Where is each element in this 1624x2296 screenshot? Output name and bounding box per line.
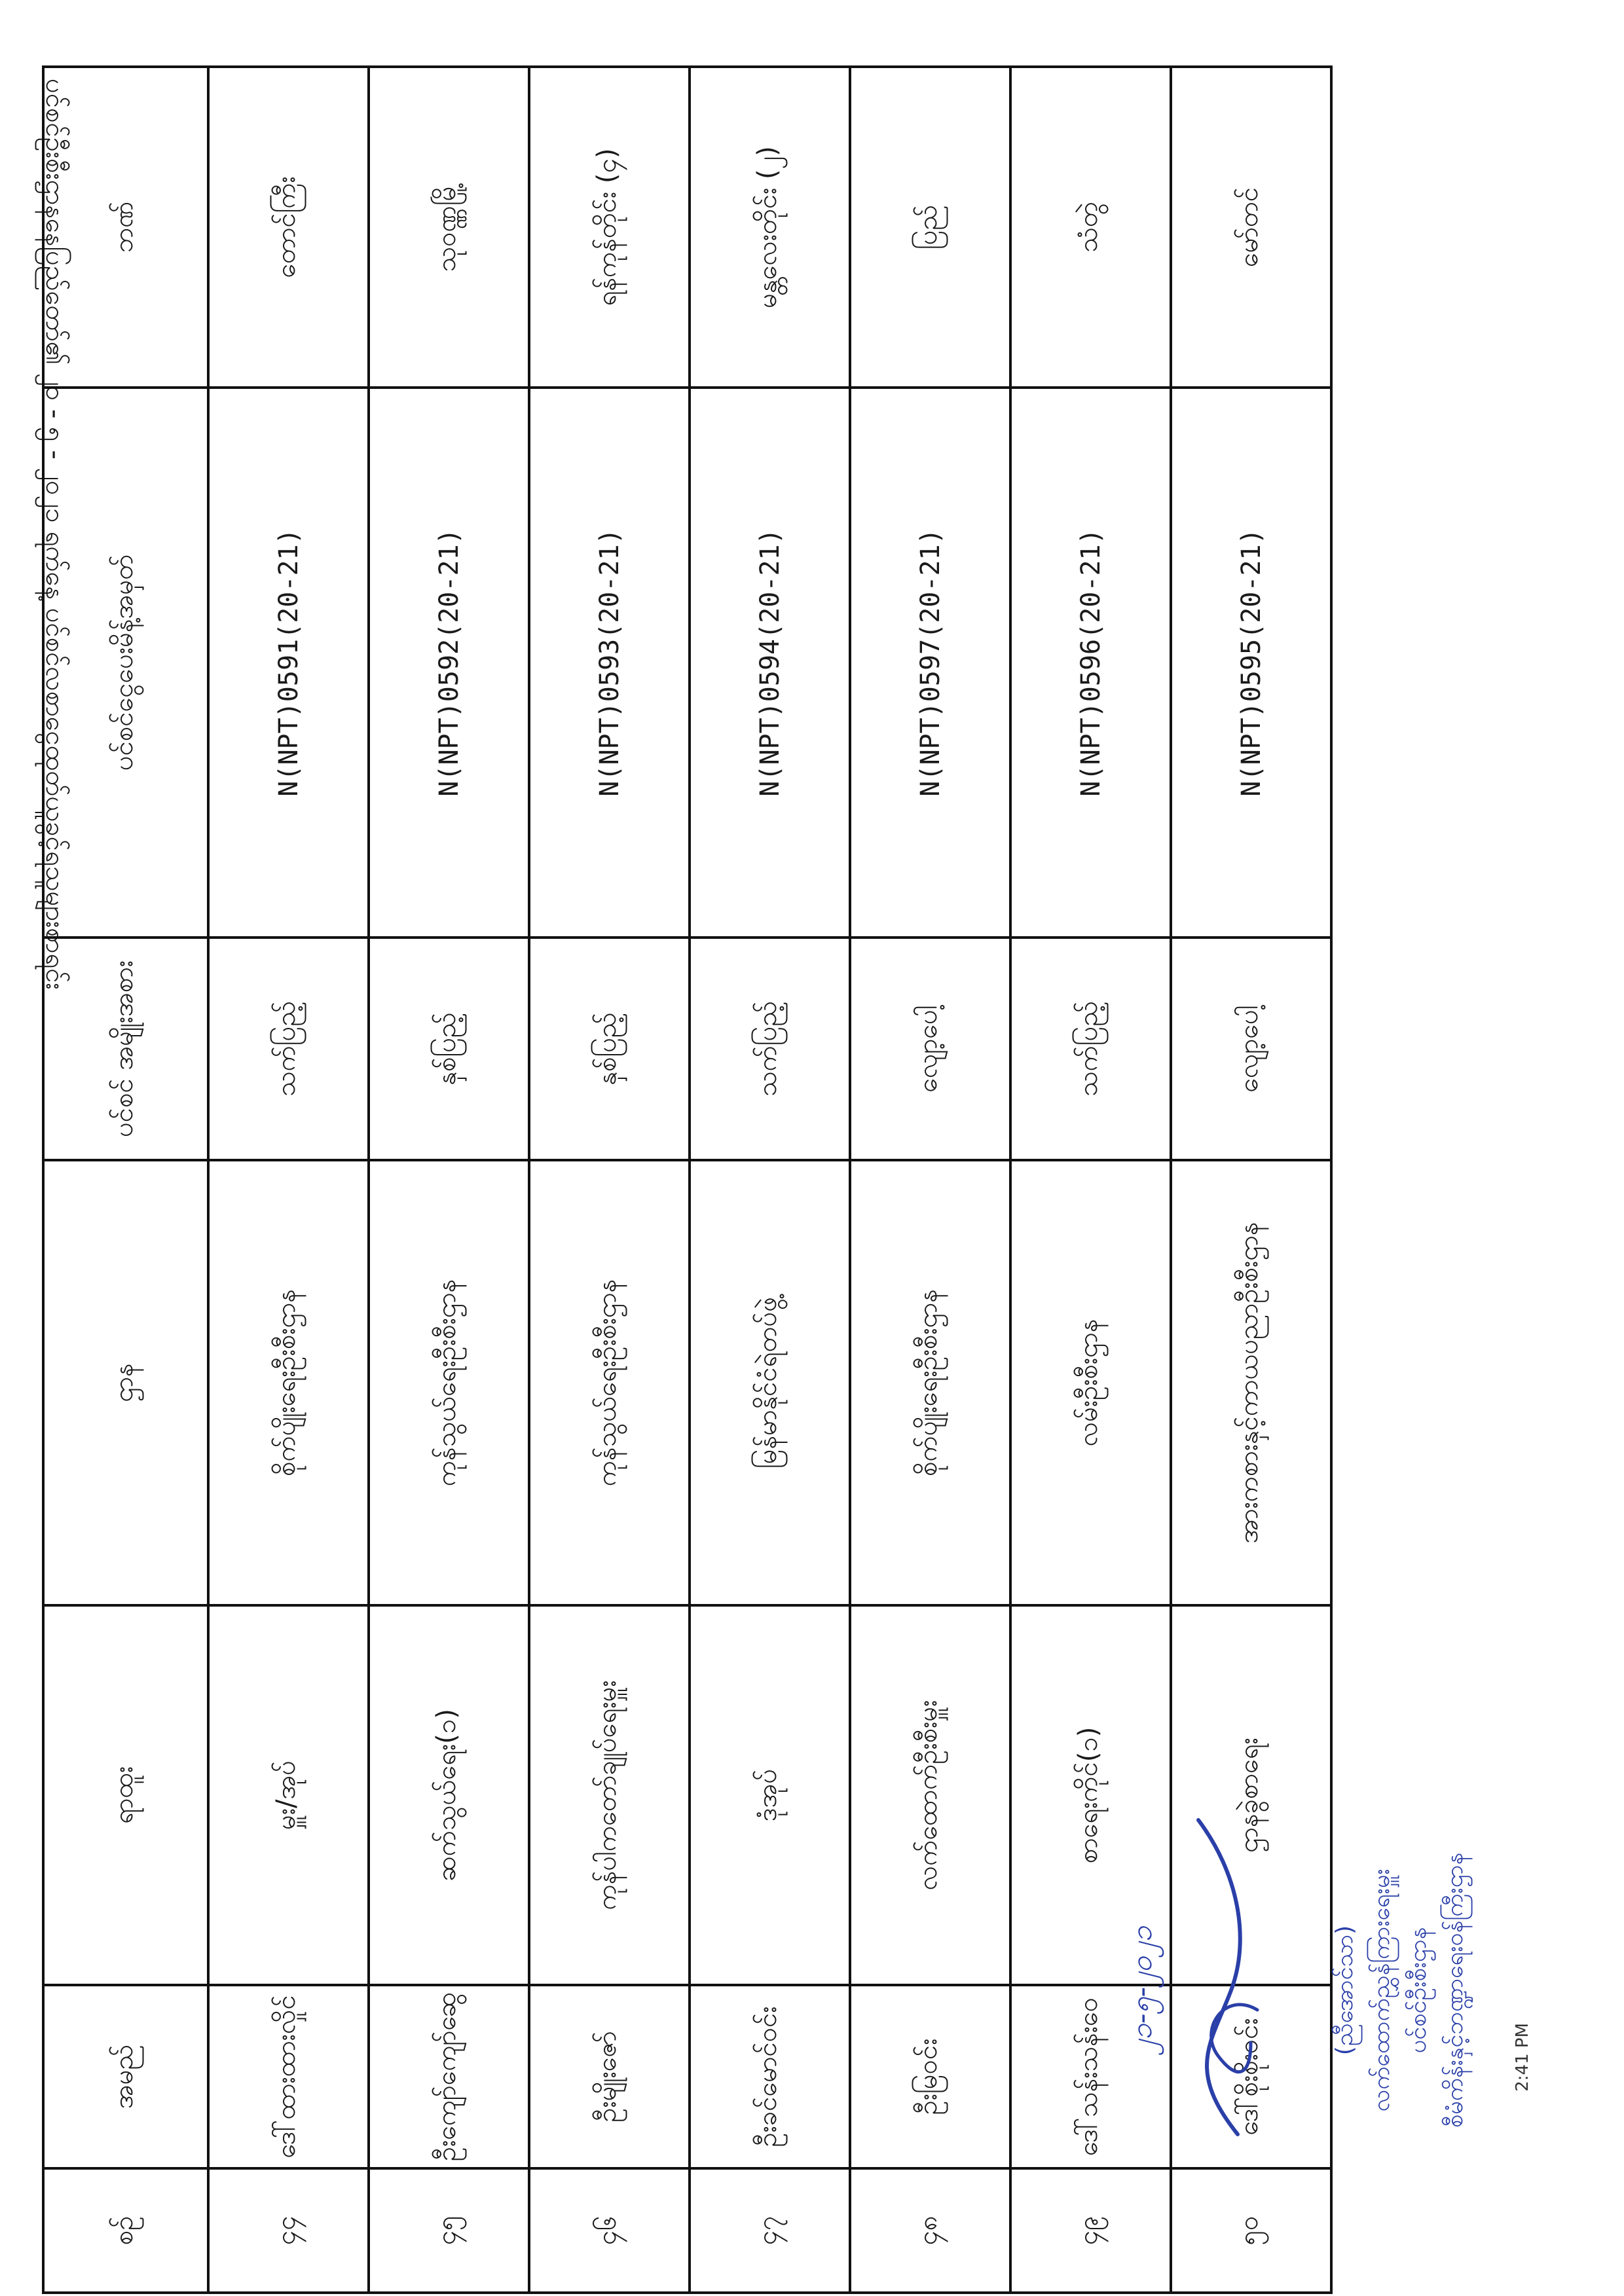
cell-order-no: N(NPT)0592(20-21) [369, 388, 529, 938]
cell-position: ဌာနခွဲစာရေး [1171, 1605, 1331, 1985]
cell-position: ကုန်ပါကတော်ချုပ်ရေးမှူး [529, 1605, 690, 1985]
header-no: စဉ် [43, 2168, 208, 2293]
cell-position: စာရေးကိုင်(၁) [1010, 1605, 1171, 1985]
table-header-row [43, 67, 208, 2293]
cell-pension-type: လျော့ပေါ့ [850, 938, 1010, 1160]
table-row [208, 67, 369, 2293]
cell-position: ဒုံအုပ် [690, 1605, 850, 1985]
cell-name: ဦးခင်မောင်ဝင်း [690, 1985, 850, 2168]
cell-department: စိုက်ပျိုးရေးဦးစီးဌာန [208, 1160, 369, 1605]
cell-pension-type: နှစ်ပြည့် [369, 938, 529, 1160]
cell-no: ၄၈ [850, 2168, 1010, 2293]
signature-text [1327, 1794, 1473, 2187]
cell-pension-type: သက်ပြည့် [1010, 938, 1171, 1160]
cell-name: ဒေါ်စိုးစိုးဝင်း [1171, 1985, 1331, 2168]
cell-department: အားကစားနှင့်ကာယပညာဦးစီးဌာန [1171, 1160, 1331, 1605]
cell-order-no: N(NPT)0596(20-21) [1010, 388, 1171, 938]
cell-name: ဦးမြဝင်း [850, 1985, 1010, 2168]
header-name: အမည် [43, 1985, 208, 2168]
cell-pension-type: သက်ပြည့် [208, 938, 369, 1160]
header-pension-order-no: ပင်စင်ငွေပေးမိန့်အမှတ် [43, 388, 208, 938]
cell-name: ဦးကျော်ကျော်ဆွေ [369, 1985, 529, 2168]
cell-bank: မန္တလေးတိုင်း (၂) [690, 67, 850, 388]
cell-order-no: N(NPT)0597(20-21) [850, 388, 1010, 938]
cell-no: ၅၀ [1171, 2168, 1331, 2293]
document-title: ပင်စင်ဦးစီးဌာနနေပြည်တော်၏ ၂၁ - ၅ - ၂၀၂၁ ရက်နေ့ ပင်စင်လစာငွေထုတ်ယူခွင့်ရသူများစာရင်း [40, 79, 70, 990]
header-bank: ဘဏ် [43, 67, 208, 388]
cell-name: ဒေါ်သန်းသန်းဝေ [1010, 1985, 1171, 2168]
signature-ministry: စီမံကိန်းနှင့်ဘဏ္ဍာရေးဝန်ကြီးဌာန [1441, 1852, 1468, 2128]
cell-department: ကုန်သွယ်ရေးဦးစီးဌာန [529, 1160, 690, 1605]
table-row [529, 67, 690, 2293]
cell-bank: တောင်ကြီး [208, 67, 369, 388]
cell-bank: ရန်ကုန်တိုင်း (၄) [529, 67, 690, 388]
cell-order-no: N(NPT)0593(20-21) [529, 388, 690, 938]
cell-name: ဒေါ်ထားထားလှိုင် [208, 1985, 369, 2168]
scan-time: 2:41 PM [1513, 2023, 1532, 2092]
cell-pension-type: သက်ပြည့် [690, 938, 850, 1160]
signature-name: (ညီအောင်သာ) [1331, 1925, 1358, 2056]
table-row [369, 67, 529, 2293]
header-position: ရာထူး [43, 1605, 208, 1985]
cell-bank: ပြည် [850, 67, 1010, 388]
signature-dept: ပင်စင်ဦးစီးဌာန [1405, 1927, 1431, 2054]
signature-block [1120, 1794, 1473, 2187]
cell-order-no: N(NPT)0591(20-21) [208, 388, 369, 938]
table-row [690, 67, 850, 2293]
signature-title: လက်ထောက်ညွှန်ကြားရေးမှူး [1368, 1868, 1395, 2112]
cell-no: ၄၉ [1010, 2168, 1171, 2293]
header-department: ဌာန [43, 1160, 208, 1605]
cell-position: မှူး/အုပ် [208, 1605, 369, 1985]
cell-no: ၄၄ [208, 2168, 369, 2293]
cell-order-no: N(NPT)0595(20-21) [1171, 388, 1331, 938]
cell-department: မြန်မာနိုင်ငံရဲတပ်ဖွဲ့ [690, 1160, 850, 1605]
header-pension-type: ပင်စင် အမျိုးအစား [43, 938, 208, 1160]
cell-order-no: N(NPT)0594(20-21) [690, 388, 850, 938]
cell-position: လက်ထောက်ဦးစီးမှူး [850, 1605, 1010, 1985]
cell-pension-type: နှစ်ပြည့် [529, 938, 690, 1160]
cell-bank: သံတွဲ [1010, 67, 1171, 388]
cell-pension-type: လျော့ပေါ့ [1171, 938, 1331, 1160]
cell-department: စိုက်ပျိုးရေးဦးစီးဌာန [850, 1160, 1010, 1605]
cell-department: လမ်းဦးစီးဌာန [1010, 1160, 1171, 1605]
table-row [850, 67, 1010, 2293]
cell-department: ကုန်သွယ်ရေးဦးစီးဌာန [369, 1160, 529, 1605]
cell-bank: မော်တင် [1171, 67, 1331, 388]
signature-date: ၂၁-၅-၂၀၂၁ [1125, 1926, 1158, 2054]
cell-no: ၄၆ [529, 2168, 690, 2293]
cell-name: ဦးမျိုးဇော် [529, 1985, 690, 2168]
cell-position: ဆက်သွယ်ရေး(၁) [369, 1605, 529, 1985]
cell-bank: သုဝဏ္ဏမြို့ [369, 67, 529, 388]
cell-no: ၄၅ [369, 2168, 529, 2293]
cell-no: ၄၇ [690, 2168, 850, 2293]
